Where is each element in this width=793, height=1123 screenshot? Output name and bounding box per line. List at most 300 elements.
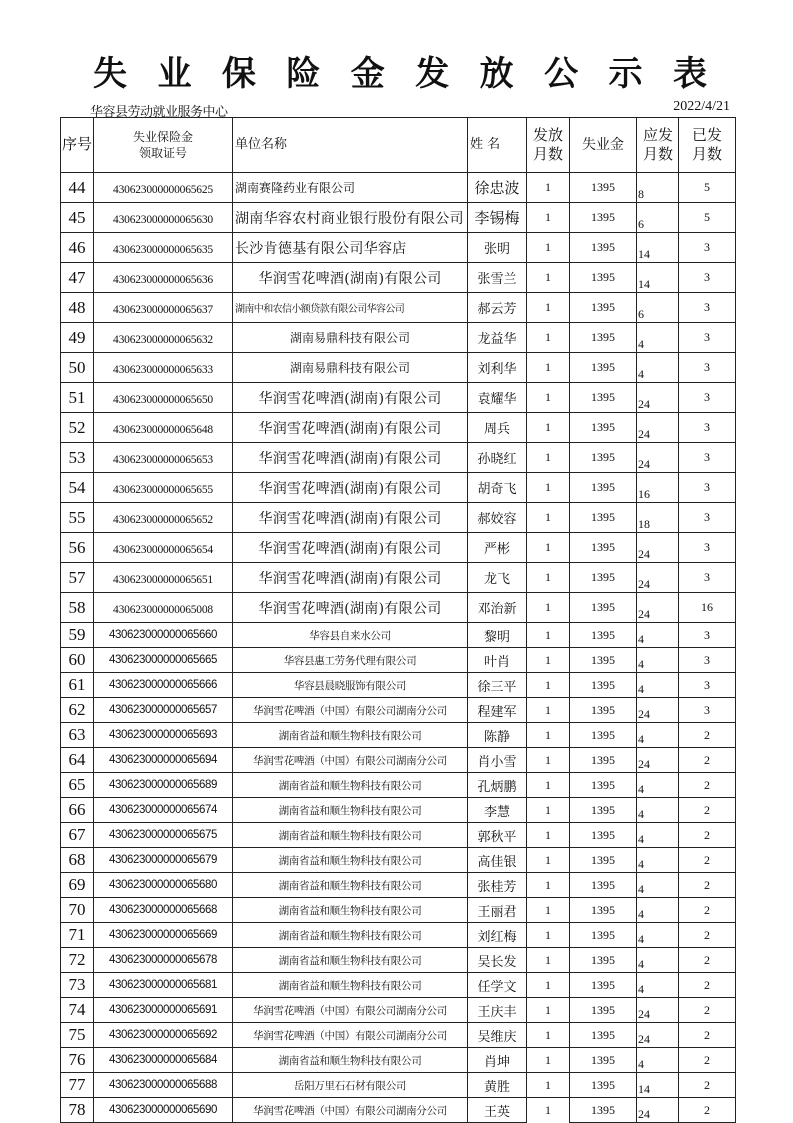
row-person-name: 王丽君 — [468, 898, 527, 923]
table-row — [61, 263, 736, 293]
row-person-name: 王英 — [468, 1098, 527, 1123]
row-done-months: 2 — [679, 923, 736, 948]
row-person-name: 高佳银 — [468, 848, 527, 873]
row-person-name: 龙益华 — [468, 323, 527, 353]
table-row — [61, 648, 736, 673]
header-months-line1: 发放 — [532, 126, 563, 144]
row-person-name: 周兵 — [468, 413, 527, 443]
row-amount: 1395 — [570, 623, 637, 648]
row-due-months: 24 — [637, 593, 679, 623]
table-row — [61, 1048, 736, 1073]
organization-name: 华容县劳动就业服务中心 — [90, 105, 228, 120]
row-done-months: 3 — [679, 293, 736, 323]
row-done-months: 3 — [679, 323, 736, 353]
row-seq: 49 — [61, 323, 94, 353]
title-char: 金 — [350, 53, 385, 94]
header-cert-line1: 失业保险金 — [132, 130, 193, 144]
row-unit-name: 湖南易鼎科技有限公司 — [233, 323, 468, 353]
row-done-months: 2 — [679, 748, 736, 773]
title-char: 表 — [672, 53, 707, 94]
row-due-months: 4 — [637, 773, 679, 798]
row-due-months: 24 — [637, 748, 679, 773]
row-seq: 72 — [61, 948, 94, 973]
row-cert-number: 430623000000065654 — [94, 533, 233, 563]
row-months: 1 — [527, 923, 570, 948]
row-cert-number: 430623000000065632 — [94, 323, 233, 353]
row-done-months: 2 — [679, 723, 736, 748]
row-unit-name: 华润雪花啤酒（中国）有限公司湖南分公司 — [233, 1023, 468, 1048]
title-char: 失 — [93, 53, 127, 94]
row-months: 1 — [527, 263, 570, 293]
row-due-months: 4 — [637, 823, 679, 848]
row-cert-number: 430623000000065655 — [94, 473, 233, 503]
row-unit-name: 华润雪花啤酒(湖南)有限公司 — [233, 413, 468, 443]
row-amount: 1395 — [570, 413, 637, 443]
row-done-months: 3 — [679, 233, 736, 263]
row-done-months: 3 — [679, 503, 736, 533]
table-row — [61, 353, 736, 383]
row-cert-number: 430623000000065635 — [94, 233, 233, 263]
row-done-months: 2 — [679, 898, 736, 923]
row-months: 1 — [527, 1048, 570, 1073]
row-amount: 1395 — [570, 848, 637, 873]
row-due-months: 4 — [637, 798, 679, 823]
row-due-months: 24 — [637, 1023, 679, 1048]
table-row — [61, 723, 736, 748]
table-row — [61, 773, 736, 798]
row-person-name: 刘利华 — [468, 353, 527, 383]
row-done-months: 2 — [679, 773, 736, 798]
row-months: 1 — [527, 533, 570, 563]
table-row — [61, 973, 736, 998]
row-seq: 51 — [61, 383, 94, 413]
row-done-months: 2 — [679, 823, 736, 848]
row-unit-name: 湖南省益和顺生物科技有限公司 — [233, 873, 468, 898]
row-months: 1 — [527, 948, 570, 973]
row-due-months: 24 — [637, 413, 679, 443]
row-person-name: 张桂芳 — [468, 873, 527, 898]
header-amount: 失业金 — [570, 118, 637, 173]
row-months: 1 — [527, 773, 570, 798]
row-person-name: 袁耀华 — [468, 383, 527, 413]
table-row — [61, 873, 736, 898]
row-amount: 1395 — [570, 263, 637, 293]
header-cert-line2: 领取证号 — [138, 146, 187, 160]
row-amount: 1395 — [570, 798, 637, 823]
row-seq: 73 — [61, 973, 94, 998]
row-cert-number: 430623000000065693 — [94, 723, 233, 748]
row-person-name: 李慧 — [468, 798, 527, 823]
row-amount: 1395 — [570, 533, 637, 563]
table-row — [61, 203, 736, 233]
row-due-months: 14 — [637, 233, 679, 263]
row-done-months: 2 — [679, 948, 736, 973]
row-unit-name: 华润雪花啤酒(湖南)有限公司 — [233, 563, 468, 593]
row-months: 1 — [527, 383, 570, 413]
row-due-months: 6 — [637, 203, 679, 233]
table-row — [61, 443, 736, 473]
row-seq: 76 — [61, 1048, 94, 1073]
row-seq: 67 — [61, 823, 94, 848]
row-seq: 45 — [61, 203, 94, 233]
row-months: 1 — [527, 203, 570, 233]
table-row — [61, 293, 736, 323]
row-person-name: 郭秋平 — [468, 823, 527, 848]
row-seq: 75 — [61, 1023, 94, 1048]
row-amount: 1395 — [570, 1048, 637, 1073]
row-amount: 1395 — [570, 698, 637, 723]
row-months: 1 — [527, 873, 570, 898]
row-done-months: 3 — [679, 533, 736, 563]
row-cert-number: 430623000000065680 — [94, 873, 233, 898]
row-due-months: 18 — [637, 503, 679, 533]
row-amount: 1395 — [570, 443, 637, 473]
row-amount: 1395 — [570, 723, 637, 748]
row-amount: 1395 — [570, 323, 637, 353]
table-row — [61, 848, 736, 873]
row-seq: 78 — [61, 1098, 94, 1123]
row-unit-name: 华容县自来水公司 — [233, 623, 468, 648]
row-months: 1 — [527, 798, 570, 823]
row-months: 1 — [527, 973, 570, 998]
row-seq: 66 — [61, 798, 94, 823]
row-cert-number: 430623000000065679 — [94, 848, 233, 873]
row-done-months: 2 — [679, 848, 736, 873]
header-months — [527, 118, 570, 173]
row-unit-name: 湖南省益和顺生物科技有限公司 — [233, 823, 468, 848]
row-seq: 63 — [61, 723, 94, 748]
row-seq: 56 — [61, 533, 94, 563]
row-cert-number: 430623000000065008 — [94, 593, 233, 623]
row-cert-number: 430623000000065692 — [94, 1023, 233, 1048]
header-done — [679, 118, 736, 173]
row-done-months: 5 — [679, 203, 736, 233]
table-row — [61, 233, 736, 263]
row-seq: 53 — [61, 443, 94, 473]
row-unit-name: 湖南省益和顺生物科技有限公司 — [233, 898, 468, 923]
row-due-months: 14 — [637, 1073, 679, 1098]
row-cert-number: 430623000000065674 — [94, 798, 233, 823]
row-due-months: 8 — [637, 173, 679, 203]
row-unit-name: 湖南华容农村商业银行股份有限公司 — [233, 203, 468, 233]
row-unit-name: 长沙肯德基有限公司华容店 — [233, 233, 468, 263]
row-amount: 1395 — [570, 898, 637, 923]
row-due-months: 4 — [637, 948, 679, 973]
row-unit-name: 华润雪花啤酒(湖南)有限公司 — [233, 593, 468, 623]
row-unit-name: 华润雪花啤酒（中国）有限公司湖南分公司 — [233, 698, 468, 723]
row-seq: 70 — [61, 898, 94, 923]
title-char: 示 — [608, 53, 643, 94]
row-cert-number: 430623000000065681 — [94, 973, 233, 998]
row-amount: 1395 — [570, 973, 637, 998]
row-unit-name: 华润雪花啤酒（中国）有限公司湖南分公司 — [233, 998, 468, 1023]
row-due-months: 4 — [637, 1048, 679, 1073]
row-unit-name: 湖南省益和顺生物科技有限公司 — [233, 848, 468, 873]
row-amount: 1395 — [570, 773, 637, 798]
row-months: 1 — [527, 233, 570, 263]
row-due-months: 24 — [637, 563, 679, 593]
table-row — [61, 623, 736, 648]
row-seq: 44 — [61, 173, 94, 203]
row-amount: 1395 — [570, 1098, 637, 1123]
publish-date: 2022/4/21 — [673, 99, 730, 114]
row-months: 1 — [527, 723, 570, 748]
header-cert — [94, 118, 233, 173]
row-done-months: 3 — [679, 648, 736, 673]
row-months: 1 — [527, 898, 570, 923]
title-char: 公 — [544, 53, 579, 94]
table-row — [61, 748, 736, 773]
row-seq: 54 — [61, 473, 94, 503]
row-cert-number: 430623000000065675 — [94, 823, 233, 848]
row-cert-number: 430623000000065690 — [94, 1098, 233, 1123]
row-seq: 55 — [61, 503, 94, 533]
row-cert-number: 430623000000065665 — [94, 648, 233, 673]
row-cert-number: 430623000000065653 — [94, 443, 233, 473]
row-person-name: 黎明 — [468, 623, 527, 648]
table-row — [61, 898, 736, 923]
row-months: 1 — [527, 413, 570, 443]
table-row — [61, 823, 736, 848]
row-due-months: 4 — [637, 353, 679, 383]
row-seq: 64 — [61, 748, 94, 773]
row-seq: 50 — [61, 353, 94, 383]
row-seq: 68 — [61, 848, 94, 873]
row-amount: 1395 — [570, 823, 637, 848]
row-amount: 1395 — [570, 503, 637, 533]
row-months: 1 — [527, 1098, 570, 1123]
table-row — [61, 1098, 736, 1123]
table-header-row — [61, 118, 736, 173]
row-months: 1 — [527, 173, 570, 203]
row-cert-number: 430623000000065668 — [94, 898, 233, 923]
row-months: 1 — [527, 323, 570, 353]
title-char: 保 — [221, 53, 256, 94]
row-months: 1 — [527, 673, 570, 698]
row-months: 1 — [527, 623, 570, 648]
row-due-months: 24 — [637, 383, 679, 413]
row-cert-number: 430623000000065637 — [94, 293, 233, 323]
row-amount: 1395 — [570, 383, 637, 413]
table-row — [61, 798, 736, 823]
title-char: 发 — [415, 53, 450, 94]
row-due-months: 4 — [637, 648, 679, 673]
row-cert-number: 430623000000065657 — [94, 698, 233, 723]
header-unit: 单位名称 — [233, 118, 468, 173]
row-amount: 1395 — [570, 648, 637, 673]
row-amount: 1395 — [570, 173, 637, 203]
row-months: 1 — [527, 698, 570, 723]
row-unit-name: 湖南省益和顺生物科技有限公司 — [233, 773, 468, 798]
row-person-name: 吴维庆 — [468, 1023, 527, 1048]
row-seq: 61 — [61, 673, 94, 698]
row-person-name: 肖小雪 — [468, 748, 527, 773]
row-months: 1 — [527, 823, 570, 848]
row-unit-name: 湖南赛隆药业有限公司 — [233, 173, 468, 203]
row-amount: 1395 — [570, 998, 637, 1023]
row-done-months: 3 — [679, 563, 736, 593]
row-seq: 58 — [61, 593, 94, 623]
row-cert-number: 430623000000065688 — [94, 1073, 233, 1098]
table-row — [61, 673, 736, 698]
header-months-line2: 月数 — [532, 145, 563, 163]
row-unit-name: 华润雪花啤酒(湖南)有限公司 — [233, 263, 468, 293]
row-seq: 59 — [61, 623, 94, 648]
row-seq: 74 — [61, 998, 94, 1023]
header-seq: 序号 — [61, 118, 94, 173]
row-unit-name: 湖南省益和顺生物科技有限公司 — [233, 798, 468, 823]
row-unit-name: 湖南中和农信小额贷款有限公司华容公司 — [233, 293, 468, 323]
row-done-months: 3 — [679, 263, 736, 293]
row-unit-name: 湖南省益和顺生物科技有限公司 — [233, 1048, 468, 1073]
row-due-months: 6 — [637, 293, 679, 323]
title-char: 险 — [286, 53, 321, 94]
title-char: 业 — [157, 53, 192, 94]
row-done-months: 2 — [679, 998, 736, 1023]
row-cert-number: 430623000000065636 — [94, 263, 233, 293]
row-months: 1 — [527, 353, 570, 383]
row-due-months: 4 — [637, 848, 679, 873]
row-unit-name: 华润雪花啤酒(湖南)有限公司 — [233, 443, 468, 473]
row-cert-number: 430623000000065669 — [94, 923, 233, 948]
unemployment-benefit-table — [60, 117, 736, 1123]
table-row — [61, 1023, 736, 1048]
row-person-name: 刘红梅 — [468, 923, 527, 948]
header-due-line2: 月数 — [642, 145, 673, 163]
table-row — [61, 323, 736, 353]
row-unit-name: 湖南省益和顺生物科技有限公司 — [233, 948, 468, 973]
row-unit-name: 华容县惠工劳务代理有限公司 — [233, 648, 468, 673]
row-person-name: 郝姣容 — [468, 503, 527, 533]
row-done-months: 2 — [679, 1073, 736, 1098]
row-unit-name: 华润雪花啤酒(湖南)有限公司 — [233, 473, 468, 503]
row-person-name: 黄胜 — [468, 1073, 527, 1098]
row-person-name: 肖坤 — [468, 1048, 527, 1073]
table-row — [61, 533, 736, 563]
row-due-months: 24 — [637, 1098, 679, 1123]
row-done-months: 2 — [679, 798, 736, 823]
row-done-months: 2 — [679, 1023, 736, 1048]
row-person-name: 郝云芳 — [468, 293, 527, 323]
row-done-months: 3 — [679, 443, 736, 473]
row-unit-name: 湖南省益和顺生物科技有限公司 — [233, 973, 468, 998]
row-due-months: 4 — [637, 623, 679, 648]
row-amount: 1395 — [570, 923, 637, 948]
row-person-name: 张雪兰 — [468, 263, 527, 293]
table-row — [61, 503, 736, 533]
row-unit-name: 华润雪花啤酒(湖南)有限公司 — [233, 383, 468, 413]
row-cert-number: 430623000000065651 — [94, 563, 233, 593]
row-cert-number: 430623000000065625 — [94, 173, 233, 203]
row-cert-number: 430623000000065648 — [94, 413, 233, 443]
row-seq: 65 — [61, 773, 94, 798]
row-person-name: 胡奇飞 — [468, 473, 527, 503]
row-seq: 77 — [61, 1073, 94, 1098]
row-seq: 52 — [61, 413, 94, 443]
row-unit-name: 湖南易鼎科技有限公司 — [233, 353, 468, 383]
row-person-name: 陈静 — [468, 723, 527, 748]
row-done-months: 2 — [679, 1048, 736, 1073]
row-unit-name: 华润雪花啤酒(湖南)有限公司 — [233, 533, 468, 563]
row-seq: 48 — [61, 293, 94, 323]
table-row — [61, 563, 736, 593]
row-unit-name: 岳阳万里石石材有限公司 — [233, 1073, 468, 1098]
row-cert-number: 430623000000065660 — [94, 623, 233, 648]
row-person-name: 张明 — [468, 233, 527, 263]
row-amount: 1395 — [570, 1023, 637, 1048]
row-months: 1 — [527, 748, 570, 773]
row-months: 1 — [527, 1073, 570, 1098]
row-done-months: 3 — [679, 698, 736, 723]
header-done-line2: 月数 — [691, 145, 722, 163]
row-person-name: 王庆丰 — [468, 998, 527, 1023]
row-person-name: 孔炳鹏 — [468, 773, 527, 798]
row-amount: 1395 — [570, 673, 637, 698]
row-amount: 1395 — [570, 593, 637, 623]
row-months: 1 — [527, 848, 570, 873]
table-row — [61, 948, 736, 973]
row-amount: 1395 — [570, 233, 637, 263]
title-char: 放 — [479, 53, 514, 94]
row-seq: 57 — [61, 563, 94, 593]
row-unit-name: 湖南省益和顺生物科技有限公司 — [233, 923, 468, 948]
row-months: 1 — [527, 443, 570, 473]
row-person-name: 徐三平 — [468, 673, 527, 698]
row-cert-number: 430623000000065652 — [94, 503, 233, 533]
row-person-name: 徐忠波 — [468, 173, 527, 203]
row-months: 1 — [527, 563, 570, 593]
row-amount: 1395 — [570, 873, 637, 898]
row-seq: 71 — [61, 923, 94, 948]
row-person-name: 程建军 — [468, 698, 527, 723]
row-due-months: 24 — [637, 698, 679, 723]
row-due-months: 24 — [637, 998, 679, 1023]
header-done-line1: 已发 — [691, 126, 722, 144]
row-due-months: 16 — [637, 473, 679, 503]
row-person-name: 邓治新 — [468, 593, 527, 623]
row-unit-name: 华润雪花啤酒（中国）有限公司湖南分公司 — [233, 1098, 468, 1123]
row-cert-number: 430623000000065691 — [94, 998, 233, 1023]
row-done-months: 3 — [679, 623, 736, 648]
row-months: 1 — [527, 1023, 570, 1048]
row-cert-number: 430623000000065630 — [94, 203, 233, 233]
table-row — [61, 383, 736, 413]
table-row — [61, 173, 736, 203]
row-amount: 1395 — [570, 563, 637, 593]
row-done-months: 3 — [679, 473, 736, 503]
row-seq: 46 — [61, 233, 94, 263]
table-row — [61, 473, 736, 503]
row-months: 1 — [527, 473, 570, 503]
row-seq: 69 — [61, 873, 94, 898]
page-title — [60, 48, 740, 92]
row-due-months: 14 — [637, 263, 679, 293]
header-due-line1: 应发 — [642, 126, 673, 144]
row-amount: 1395 — [570, 473, 637, 503]
row-months: 1 — [527, 293, 570, 323]
row-due-months: 4 — [637, 873, 679, 898]
row-cert-number: 430623000000065650 — [94, 383, 233, 413]
row-due-months: 4 — [637, 723, 679, 748]
row-seq: 62 — [61, 698, 94, 723]
row-done-months: 3 — [679, 383, 736, 413]
row-person-name: 孙晓红 — [468, 443, 527, 473]
row-months: 1 — [527, 593, 570, 623]
row-done-months: 5 — [679, 173, 736, 203]
row-person-name: 龙飞 — [468, 563, 527, 593]
row-done-months: 3 — [679, 673, 736, 698]
table-row — [61, 923, 736, 948]
